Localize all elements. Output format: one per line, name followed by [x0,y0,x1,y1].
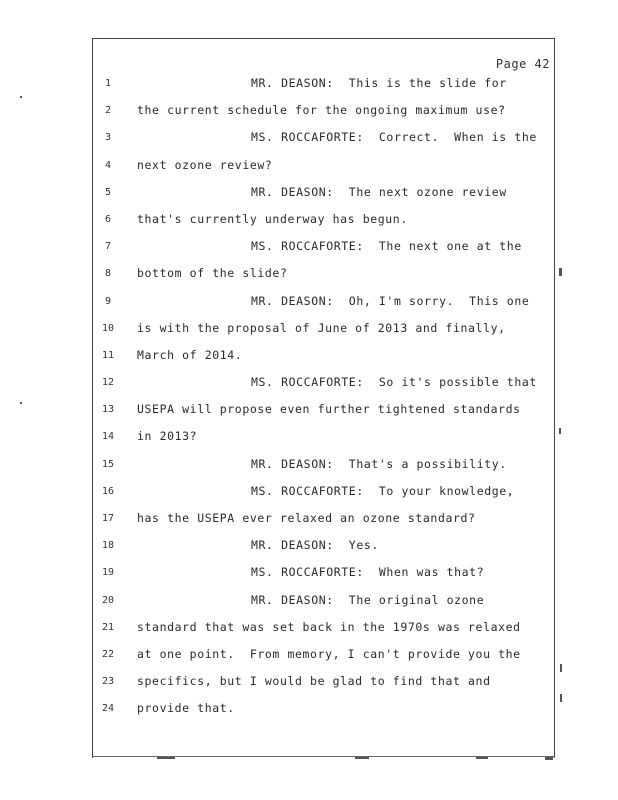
line-number: 18 [101,540,115,552]
line-text: MR. DEASON: The original ozone [251,592,485,607]
transcript-line [93,451,554,478]
line-number: 14 [101,431,115,443]
line-number: 11 [101,349,115,361]
line-number: 8 [104,268,112,280]
line-text: MS. ROCCAFORTE: The next one at the [251,239,522,254]
line-text: MR. DEASON: Oh, I'm sorry. This one [251,293,530,308]
line-text: the current schedule for the ongoing maximum use? [137,103,506,118]
line-text: specifics, but I would be glad to find that and [137,674,491,689]
transcript-lines [93,70,554,723]
line-number: 21 [101,621,115,633]
scan-speck [20,402,22,404]
transcript-line [93,179,554,206]
line-number: 17 [101,513,115,524]
transcript-line [93,369,554,396]
line-number: 5 [104,186,112,198]
transcript-line [93,124,554,151]
transcript-line [93,478,554,505]
transcript-line [93,260,554,287]
line-text: has the USEPA ever relaxed an ozone standard? [137,511,476,525]
transcript-line [93,641,554,668]
scan-speck [355,757,369,759]
line-number: 19 [101,567,115,579]
line-number: 13 [101,404,115,416]
line-text: MR. DEASON: That's a possibility. [251,456,507,471]
line-number: 4 [104,159,112,171]
line-text: MS. ROCCAFORTE: So it's possible that [251,375,537,390]
transcript-line [93,315,554,342]
line-text: MS. ROCCAFORTE: To your knowledge, [251,483,515,498]
line-number: 1 [104,78,112,89]
transcript-line [93,342,554,369]
scan-speck [545,757,553,760]
transcript-line [93,233,554,260]
line-text: is with the proposal of June of 2013 and finally, [137,320,506,335]
line-text: at one point. From memory, I can't provide you the [137,646,521,661]
line-number: 20 [101,594,115,606]
transcript-line [93,587,554,614]
transcript-line [93,505,554,532]
line-number: 23 [101,676,115,688]
line-text: MR. DEASON: Yes. [251,538,379,553]
transcript-line [93,97,554,124]
line-text: standard that was set back in the 1970s was relaxed [137,619,521,634]
scan-speck [559,428,561,434]
transcript-line [93,396,554,423]
line-text: that's currently underway has begun. [137,211,408,226]
transcript-line [93,70,554,97]
page-number: Page 42 [495,57,550,71]
transcript-line [93,423,554,450]
transcript-page [92,38,555,758]
transcript-line [93,532,554,559]
line-text: provide that. [137,701,235,716]
line-text: bottom of the slide? [137,266,288,281]
line-text: next ozone review? [137,157,273,172]
line-text: MS. ROCCAFORTE: When was that? [251,565,485,580]
line-number: 24 [101,703,115,715]
transcript-line [93,614,554,641]
line-text: USEPA will propose even further tightened standards [137,402,521,417]
transcript-line [93,152,554,179]
transcript-line [93,695,554,722]
line-number: 2 [104,105,112,117]
line-number: 6 [104,213,112,225]
line-text: MR. DEASON: This is the slide for [251,76,507,90]
transcript-line [93,288,554,315]
scan-speck [20,96,22,98]
scan-speck [560,694,562,702]
line-number: 12 [101,377,115,389]
line-number: 15 [101,458,115,470]
line-number: 3 [104,132,112,144]
scan-speck [559,268,562,276]
transcript-line [93,559,554,586]
scan-speck [157,757,175,759]
transcript-line [93,668,554,695]
line-number: 7 [104,241,112,253]
scan-speck [476,757,488,759]
line-text: MR. DEASON: The next ozone review [251,184,507,199]
transcript-line [93,206,554,233]
line-number: 10 [101,322,115,334]
line-number: 9 [104,295,112,307]
line-number: 16 [101,485,115,497]
scan-speck [560,664,562,672]
line-text: MS. ROCCAFORTE: Correct. When is the [251,130,537,145]
line-number: 22 [101,648,115,660]
line-text: in 2013? [137,429,198,444]
line-text: March of 2014. [137,347,243,362]
